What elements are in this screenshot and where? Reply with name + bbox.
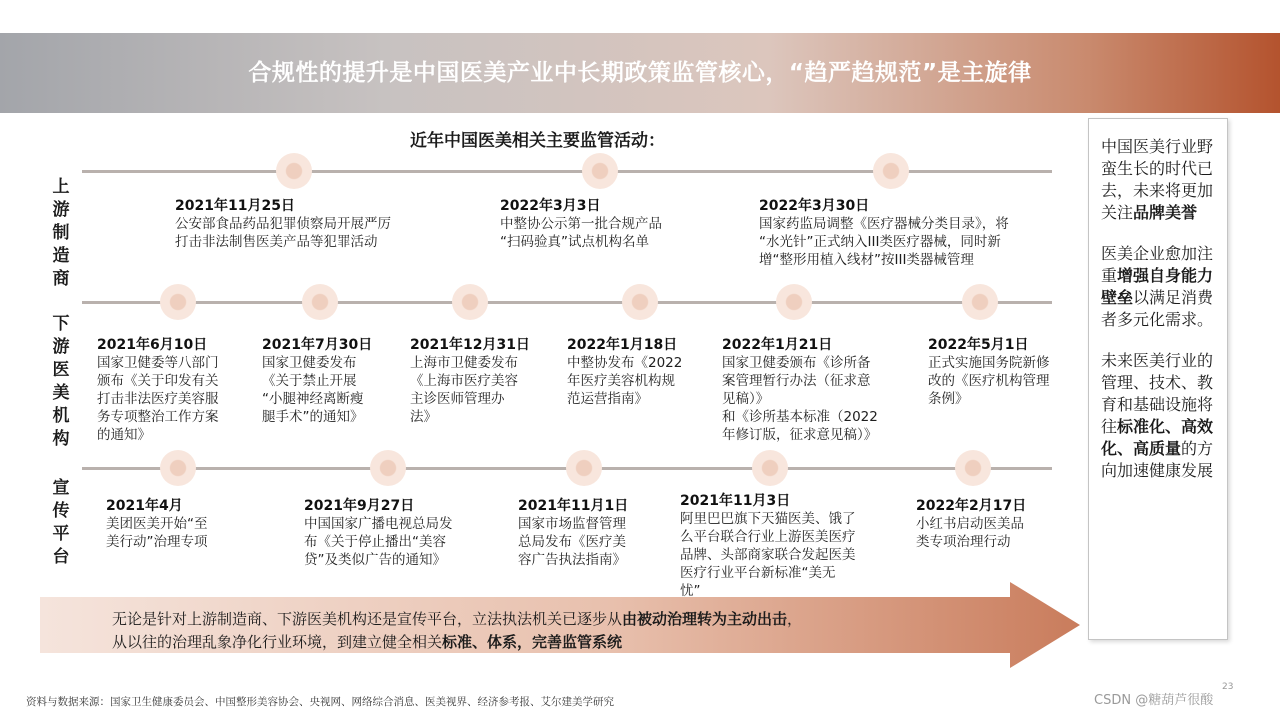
event-date: 2021年11月3日 <box>680 493 791 509</box>
timeline-dot <box>962 284 998 320</box>
event-promotion-5 <box>916 497 1026 551</box>
row-label-downstream: 下 游 医 美 机 构 <box>52 314 70 449</box>
header-banner <box>0 33 1280 113</box>
source-footnote: 资料与数据来源：国家卫生健康委员会、中国整形美容协会、央视网、网络综合消息、医美视界、经济参考报、艾尔建美学研究 <box>26 696 614 708</box>
event-date: 2021年6月10日 <box>97 337 208 353</box>
event-upstream-3 <box>759 197 1009 269</box>
summary-line2-pre: 从以往的治理乱象净化行业环境，到建立健全相关 <box>112 633 443 651</box>
side-para-1-text: 中国医美行业野蛮生长的时代已去，未来将更加关注 <box>1101 137 1214 222</box>
timeline-dot <box>566 450 602 486</box>
event-desc: 国家市场监督管理 总局发布《医疗美 容广告执法指南》 <box>518 516 626 568</box>
page-number: 23 <box>1222 682 1234 692</box>
timeline-dot <box>752 450 788 486</box>
event-downstream-5 <box>722 336 878 444</box>
summary-text <box>112 608 992 654</box>
page-title: 合规性的提升是中国医美产业中长期政策监管核心，“趋严趋规范”是主旋律 <box>248 60 1032 86</box>
event-date: 2022年1月21日 <box>722 337 833 353</box>
side-para-3 <box>1101 350 1217 482</box>
event-date: 2021年4月 <box>106 498 183 514</box>
event-date: 2022年3月3日 <box>500 198 601 214</box>
side-para-2-text: 医美企业愈加注重 <box>1101 244 1214 285</box>
event-desc: 正式实施国务院新修 改的《医疗机构管理 条例》 <box>928 355 1050 407</box>
event-date: 2022年3月30日 <box>759 198 870 214</box>
event-promotion-3 <box>518 497 628 569</box>
summary-line1-post: ， <box>787 610 803 628</box>
side-insight-box <box>1088 118 1228 640</box>
event-downstream-6 <box>928 336 1050 408</box>
event-date: 2021年11月25日 <box>175 198 295 214</box>
side-para-2-tail: 以满足消费者多元化需求。 <box>1101 288 1214 329</box>
side-para-1 <box>1101 136 1217 224</box>
timeline-dot <box>160 450 196 486</box>
section-subtitle: 近年中国医美相关主要监管活动： <box>410 131 665 151</box>
event-date: 2021年11月1日 <box>518 498 629 514</box>
summary-line2-bold: 标准、体系，完善监管系统 <box>442 633 623 651</box>
event-downstream-2 <box>262 336 372 426</box>
event-desc: 阿里巴巴旗下天猫医美、饿了 么平台联合行业上游医美医疗 品牌、头部商家联合发起医美 医疗行业平台新标准“美无 忧” <box>680 511 856 599</box>
watermark: CSDN @糖葫芦很酸 <box>1094 693 1214 708</box>
side-para-2-bold: 增强自身能力壁垒 <box>1101 266 1214 307</box>
timeline-dot <box>582 153 618 189</box>
event-date: 2022年1月18日 <box>567 337 678 353</box>
event-date: 2022年2月17日 <box>916 498 1027 514</box>
side-para-2 <box>1101 243 1217 331</box>
summary-line1-pre: 无论是针对上游制造商、下游医美机构还是宣传平台，立法执法机关已逐步从 <box>112 610 623 628</box>
event-desc: 国家卫健委发布 《关于禁止开展 “小腿神经离断瘦 腿手术”的通知》 <box>262 355 364 425</box>
event-desc: 中整协公示第一批合规产品 “扫码验真”试点机构名单 <box>500 216 662 250</box>
event-desc: 国家药监局调整《医疗器械分类目录》，将 “水光针”正式纳入III类医疗器械，同时新 增“整形用植入线材”按III类器械管理 <box>759 216 1009 268</box>
event-promotion-2 <box>304 497 453 569</box>
event-desc: 国家卫健委颁布《诊所备 案管理暂行办法（征求意 见稿）》 和《诊所基本标准（2022 年修订版，征求意见稿）》 <box>722 355 878 443</box>
event-downstream-1 <box>97 336 219 444</box>
side-para-1-bold: 品牌美誉 <box>1133 203 1198 222</box>
timeline-dot <box>776 284 812 320</box>
event-desc: 公安部食品药品犯罪侦察局开展严厉 打击非法制售医美产品等犯罪活动 <box>175 216 391 250</box>
event-desc: 美团医美开始“至 美行动”治理专项 <box>106 516 208 550</box>
event-upstream-2 <box>500 197 662 251</box>
side-para-3-bold: 标准化、高效化、高质量 <box>1101 417 1214 458</box>
event-downstream-3 <box>410 336 530 426</box>
timeline-dot <box>452 284 488 320</box>
timeline-dot <box>873 153 909 189</box>
side-para-3-tail: 的方向加速健康发展 <box>1101 439 1214 480</box>
timeline-dot <box>302 284 338 320</box>
event-desc: 小红书启动医美品 类专项治理行动 <box>916 516 1024 550</box>
event-date: 2021年9月27日 <box>304 498 415 514</box>
summary-line1-bold: 由被动治理转为主动出击 <box>622 610 788 628</box>
side-para-3-text: 未来医美行业的管理、技术、教育和基础设施将往 <box>1101 351 1214 436</box>
timeline-dot <box>955 450 991 486</box>
event-desc: 国家卫健委等八部门 颁布《关于印发有关 打击非法医疗美容服 务专项整治工作方案 的通知》 <box>97 355 219 443</box>
row-label-promotion: 宣 传 平 台 <box>52 478 70 567</box>
timeline-dot <box>276 153 312 189</box>
event-downstream-4 <box>567 336 682 408</box>
event-promotion-1 <box>106 497 208 551</box>
event-desc: 中国国家广播电视总局发 布《关于停止播出“美容 贷”及类似广告的通知》 <box>304 516 453 568</box>
event-date: 2021年7月30日 <box>262 337 373 353</box>
event-desc: 中整协发布《2022 年医疗美容机构规 范运营指南》 <box>567 355 683 407</box>
event-desc: 上海市卫健委发布 《上海市医疗美容 主诊医师管理办 法》 <box>410 355 518 425</box>
timeline-dot <box>160 284 196 320</box>
timeline-dot <box>370 450 406 486</box>
event-date: 2021年12月31日 <box>410 337 530 353</box>
timeline-dot <box>622 284 658 320</box>
event-upstream-1 <box>175 197 391 251</box>
timeline-downstream <box>82 301 1052 304</box>
event-promotion-4 <box>680 492 856 600</box>
event-date: 2022年5月1日 <box>928 337 1029 353</box>
row-label-upstream: 上 游 制 造 商 <box>52 177 70 289</box>
